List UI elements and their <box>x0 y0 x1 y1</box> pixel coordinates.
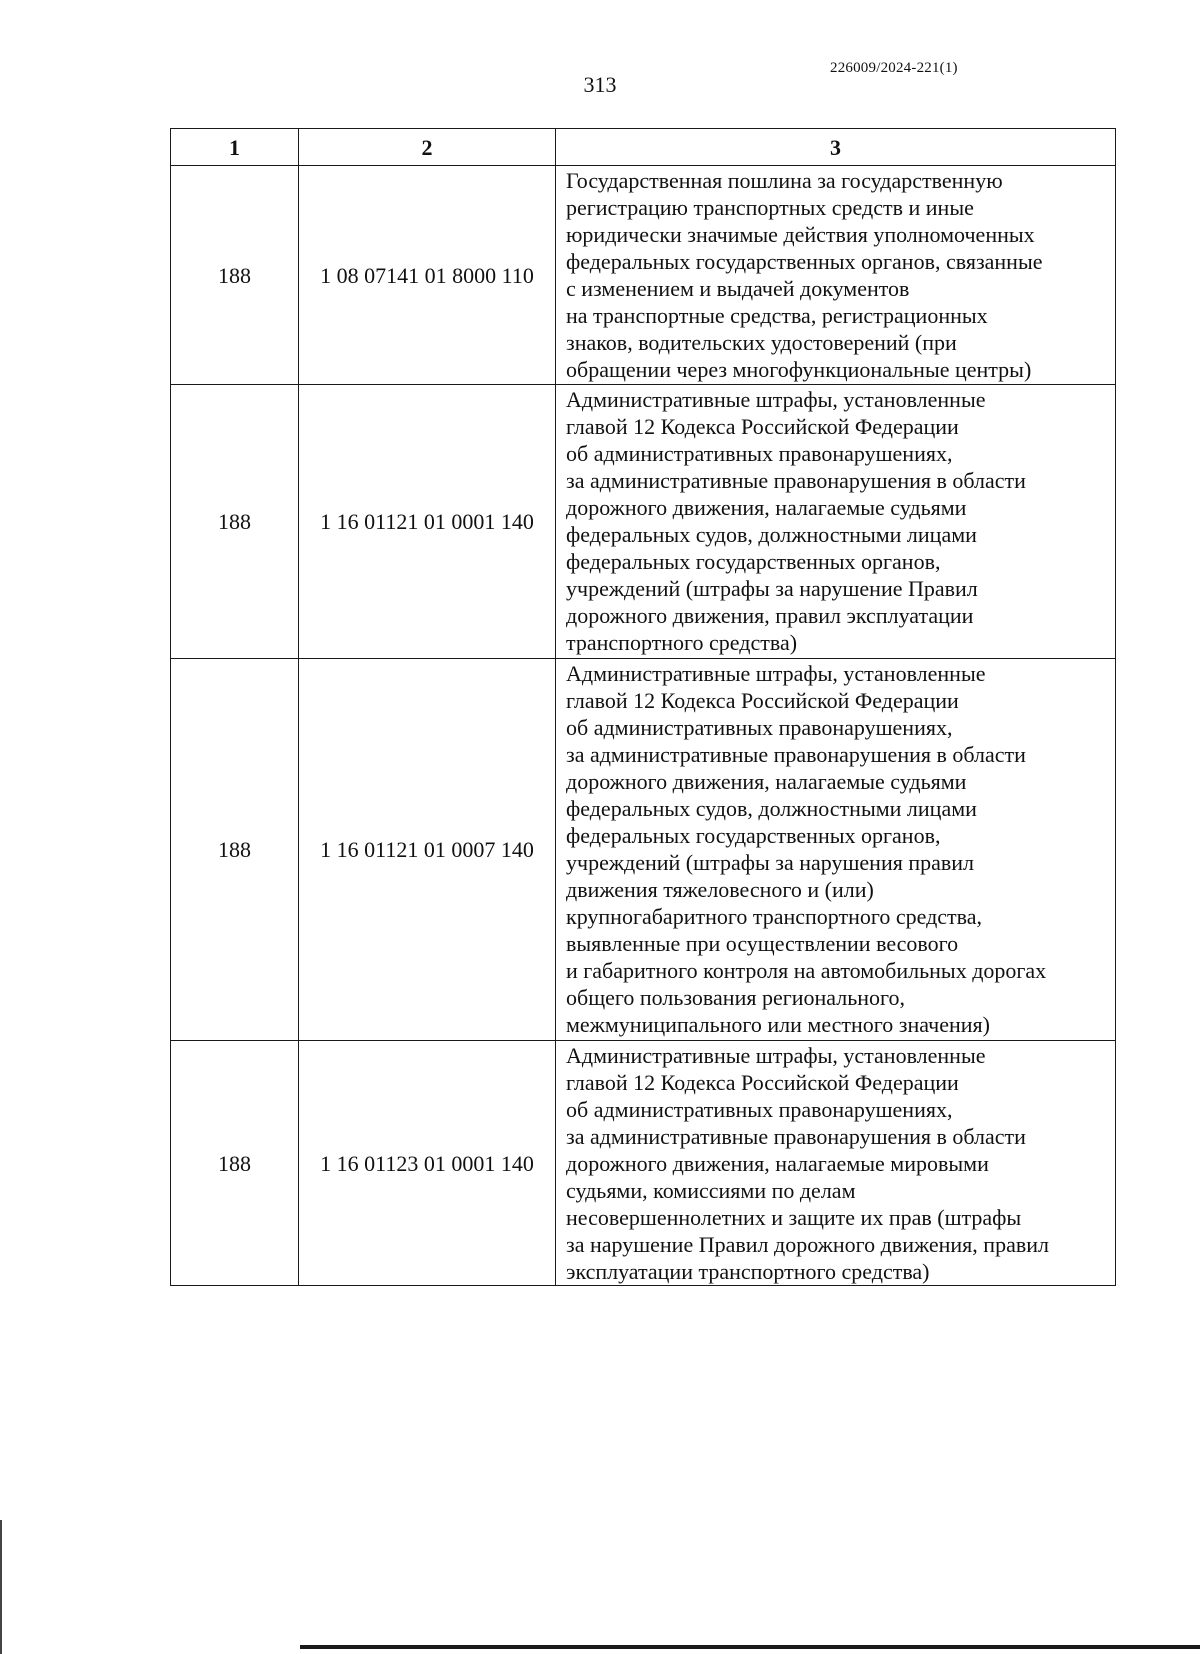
column-header-2: 2 <box>299 129 556 166</box>
revenue-codes-table <box>170 128 1116 1286</box>
table-row <box>171 385 1116 659</box>
document-number: 226009/2024-221(1) <box>830 60 958 76</box>
column-header-1: 1 <box>171 129 299 166</box>
table-row <box>171 1041 1116 1286</box>
kbk-code-cell: 1 16 01123 01 0001 140 <box>299 1041 556 1286</box>
kbk-code-cell: 1 16 01121 01 0007 140 <box>299 659 556 1041</box>
kbk-code-cell: 1 16 01121 01 0001 140 <box>299 385 556 659</box>
description-cell: Административные штрафы, установленные главой 12 Кодекса Российской Федерации об административных правонарушениях, за административные правонарушения в области дорожного движения, налагаемые мировыми судьями, комиссиями по делам несовершеннолетних и защите их прав (штрафы за нарушение Правил дорожного движения, правил эксплуатации транспортного средства) <box>556 1041 1116 1286</box>
description-cell: Государственная пошлина за государственную регистрацию транспортных средств и иные юридически значимые действия уполномоченных федеральных государственных органов, связанные с изменением и выдачей документов на транспортные средства, регистрационных знаков, водительских удостоверений (при обращении через многофункциональные центры) <box>556 166 1116 385</box>
admin-code-cell: 188 <box>171 659 299 1041</box>
table-row <box>171 166 1116 385</box>
column-header-3: 3 <box>556 129 1116 166</box>
admin-code-cell: 188 <box>171 166 299 385</box>
scan-edge-mark <box>0 1520 2 1654</box>
kbk-code-cell: 1 08 07141 01 8000 110 <box>299 166 556 385</box>
table-header <box>171 129 1116 166</box>
description-cell: Административные штрафы, установленные главой 12 Кодекса Российской Федерации об административных правонарушениях, за административные правонарушения в области дорожного движения, налагаемые судьями федеральных судов, должностными лицами федеральных государственных органов, учреждений (штрафы за нарушение Правил дорожного движения, правил эксплуатации транспортного средства) <box>556 385 1116 659</box>
description-cell: Административные штрафы, установленные главой 12 Кодекса Российской Федерации об административных правонарушениях, за административные правонарушения в области дорожного движения, налагаемые судьями федеральных судов, должностными лицами федеральных государственных органов, учреждений (штрафы за нарушения правил движения тяжеловесного и (или) крупногабаритного транспортного средства, выявленные при осуществлении весового и габаритного контроля на автомобильных дорогах общего пользования регионального, межмуниципального или местного значения) <box>556 659 1116 1041</box>
admin-code-cell: 188 <box>171 1041 299 1286</box>
page-number: 313 <box>583 72 617 97</box>
table-row <box>171 659 1116 1041</box>
scan-bottom-rule <box>300 1645 1200 1649</box>
admin-code-cell: 188 <box>171 385 299 659</box>
table-body <box>171 166 1116 1286</box>
header-row <box>171 129 1116 166</box>
